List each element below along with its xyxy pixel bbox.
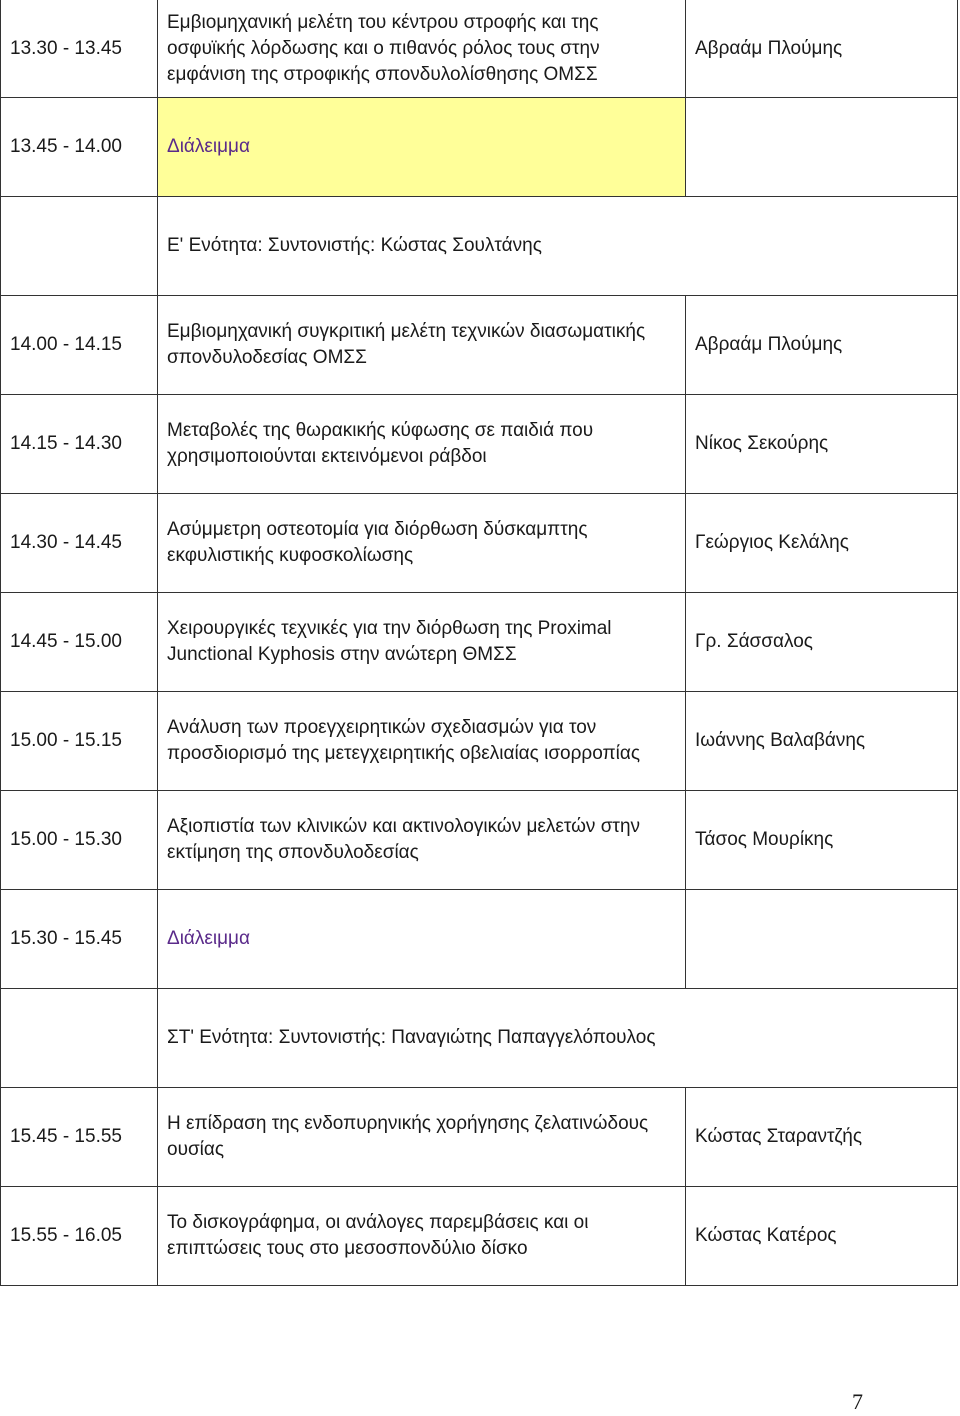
break-row bbox=[1, 98, 958, 197]
speaker-name: Αβραάμ Πλούμης bbox=[686, 296, 958, 395]
talk-title: Ανάλυση των προεγχειρητικών σχεδιασμών για τον προσδιορισμό της μετεγχειρητικής οβελιαίας ισορροπίας bbox=[158, 692, 686, 791]
speaker-name: Γεώργιος Κελάλης bbox=[686, 494, 958, 593]
time-cell: 15.30 - 15.45 bbox=[1, 890, 158, 989]
talk-title: Μεταβολές της θωρακικής κύφωσης σε παιδιά που χρησιμοποιούνται εκτεινόμενοι ράβδοι bbox=[158, 395, 686, 494]
program-row bbox=[1, 1187, 958, 1286]
time-cell: 15.00 - 15.15 bbox=[1, 692, 158, 791]
empty-cell bbox=[686, 98, 958, 197]
page-number: 7 bbox=[852, 1389, 863, 1414]
speaker-name: Αβραάμ Πλούμης bbox=[686, 0, 958, 98]
talk-title: Ασύμμετρη οστεοτομία για διόρθωση δύσκαμπτης εκφυλιστικής κυφοσκολίωσης bbox=[158, 494, 686, 593]
time-cell: 13.45 - 14.00 bbox=[1, 98, 158, 197]
time-cell: 13.30 - 13.45 bbox=[1, 0, 158, 98]
section-row bbox=[1, 197, 958, 296]
program-row bbox=[1, 494, 958, 593]
break-row bbox=[1, 890, 958, 989]
speaker-name: Κώστας Κατέρος bbox=[686, 1187, 958, 1286]
section-heading: ΣΤ' Ενότητα: Συντονιστής: Παναγιώτης Παπαγγελόπουλος bbox=[158, 989, 958, 1088]
talk-title: Το δισκογράφημα, οι ανάλογες παρεμβάσεις και οι επιπτώσεις τους στο μεσοσπονδύλιο δίσκο bbox=[158, 1187, 686, 1286]
program-row bbox=[1, 1088, 958, 1187]
break-label: Διάλειμμα bbox=[158, 98, 686, 197]
time-cell: 15.45 - 15.55 bbox=[1, 1088, 158, 1187]
speaker-name: Νίκος Σεκούρης bbox=[686, 395, 958, 494]
break-label: Διάλειμμα bbox=[158, 890, 686, 989]
program-row bbox=[1, 791, 958, 890]
program-row bbox=[1, 593, 958, 692]
program-row bbox=[1, 296, 958, 395]
speaker-name: Γρ. Σάσσαλος bbox=[686, 593, 958, 692]
time-cell: 15.00 - 15.30 bbox=[1, 791, 158, 890]
empty-cell bbox=[686, 890, 958, 989]
time-cell: 14.00 - 14.15 bbox=[1, 296, 158, 395]
section-row bbox=[1, 989, 958, 1088]
talk-title: Εμβιομηχανική συγκριτική μελέτη τεχνικών διασωματικής σπονδυλοδεσίας ΟΜΣΣ bbox=[158, 296, 686, 395]
program-row bbox=[1, 692, 958, 791]
speaker-name: Ιωάννης Βαλαβάνης bbox=[686, 692, 958, 791]
talk-title: Χειρουργικές τεχνικές για την διόρθωση της Proximal Junctional Kyphosis στην ανώτερη ΘΜΣΣ bbox=[158, 593, 686, 692]
speaker-name: Τάσος Μουρίκης bbox=[686, 791, 958, 890]
empty-cell bbox=[1, 197, 158, 296]
program-row bbox=[1, 0, 958, 98]
talk-title: Η επίδραση της ενδοπυρηνικής χορήγησης ζελατινώδους ουσίας bbox=[158, 1088, 686, 1187]
time-cell: 14.45 - 15.00 bbox=[1, 593, 158, 692]
time-cell: 15.55 - 16.05 bbox=[1, 1187, 158, 1286]
time-cell: 14.15 - 14.30 bbox=[1, 395, 158, 494]
talk-title: Εμβιομηχανική μελέτη του κέντρου στροφής και της οσφυϊκής λόρδωσης και ο πιθανός ρόλος τους στην εμφάνιση της στροφικής σπονδυλολίσθησης ΟΜΣΣ bbox=[158, 0, 686, 98]
section-heading: Ε' Ενότητα: Συντονιστής: Κώστας Σουλτάνης bbox=[158, 197, 958, 296]
talk-title: Αξιοπιστία των κλινικών και ακτινολογικών μελετών στην εκτίμηση της σπονδυλοδεσίας bbox=[158, 791, 686, 890]
program-row bbox=[1, 395, 958, 494]
speaker-name: Κώστας Σταραντζής bbox=[686, 1088, 958, 1187]
empty-cell bbox=[1, 989, 158, 1088]
time-cell: 14.30 - 14.45 bbox=[1, 494, 158, 593]
